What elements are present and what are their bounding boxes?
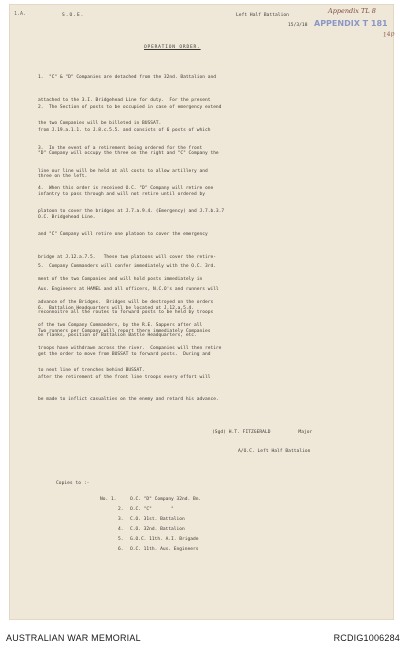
paragraph-line: and "C" Company will retire one platoon to cover the emergency	[38, 231, 208, 237]
paragraph-line: after the retirement of the front line troops every effort will	[38, 374, 211, 380]
copy-number: 6.	[118, 547, 124, 552]
paragraph-line: platoon to cover the bridges at J.7.a.9.4. (Emergency) and J.7.b.3.7	[38, 208, 225, 214]
paragraph-line: 1. "C" & "D" Companies are detached from the 32nd. Battalion and	[38, 75, 216, 81]
paragraph-line: 4. When this order is received O.C. "D" Company will retire one	[38, 186, 214, 192]
paragraph-line: on flanks, position of Battalion Battle Headquarters, etc.	[38, 332, 197, 338]
paragraph-line: attached to the 3.I. Bridgehead Line for duty. For the present	[38, 97, 211, 103]
paragraph-line: troops have withdrawn across the river. Companies will then retire	[38, 345, 222, 351]
copy-number: 3.	[118, 517, 124, 522]
paragraph-line: the two Companies will be billeted in BUSSAT.	[38, 120, 162, 126]
paragraph-line: bridge at J.12.a.7.5. These two platoons will cover the retire-	[38, 254, 216, 260]
paragraph-line: infantry to pass through and will not retire until ordered by	[38, 191, 205, 197]
paragraph-line: Aus. Engineers at HAMEL and all officers, N.C.O's and runners will	[38, 286, 219, 292]
appendix-stamp: APPENDIX T 181	[314, 19, 388, 28]
copy-recipient: C.O. 32nd. Battalion	[130, 527, 185, 532]
corner-mark: 1.A.	[14, 11, 27, 17]
copy-recipient: O.C. 11th. Aus. Engineers	[130, 547, 199, 552]
copy-entry	[100, 497, 116, 502]
document-title: OPERATION ORDER.	[144, 45, 201, 50]
paragraph-line: 5. Company Commanders will confer immediately with the O.C. 3rd.	[38, 264, 216, 270]
paragraph-line: 2. The Section of posts to be occupied in case of emergency extend	[38, 105, 222, 111]
paragraph-line: three on the left.	[38, 173, 88, 179]
copy-recipient: O.C. "D" Company 32nd. Bn.	[130, 497, 202, 502]
copy-number: 5.	[118, 537, 124, 542]
signature-title: A/O.C. Left Half Battalion	[238, 449, 311, 454]
paragraph-line: be made to inflict casualties on the enemy and retard his advance.	[38, 397, 219, 403]
order-date: 15/3/18	[288, 23, 308, 28]
corner-code: S.O.E.	[62, 13, 85, 18]
paragraph-line: get the order to move from BUSSAT to forward posts. During and	[38, 351, 211, 357]
paragraph-line: 3. In the event of a retirement being ordered for the front	[38, 146, 203, 152]
paragraph-line: O.C. Bridgehead Line.	[38, 214, 96, 220]
paragraph-6	[38, 290, 356, 412]
margin-note: 14p	[382, 30, 395, 39]
unit-heading: Left Half Battalion	[236, 13, 289, 18]
copy-recipient: O.C. "C" "	[130, 507, 174, 512]
paragraph-line: from J.19.a.1.1. to J.8.c.5.5. and consists of 6 posts of which	[38, 127, 211, 133]
paragraph-line: advance of the Bridges. Bridges will be destroyed on the orders	[38, 300, 214, 306]
paragraph-line: "D" Company will occupy the three on the right and "C" Company the	[38, 150, 219, 156]
paragraph-line: reconnoitre all the routes to forward posts to be held by troops	[38, 309, 214, 315]
paragraph-line: line our line will be held at all costs to allow artillery and	[38, 168, 208, 174]
paragraph-line: ment of the two Companies and will hold posts immediately in	[38, 277, 203, 283]
handwritten-reference: Appendix TL 8	[328, 7, 376, 15]
copy-number: No. 1.	[100, 497, 117, 502]
record-id: RCDIG1006284	[333, 633, 400, 643]
paragraph-line: to next line of trenches behind BUSSAT.	[38, 368, 145, 374]
copy-number: 2.	[118, 507, 124, 512]
copy-number: 4.	[118, 527, 124, 532]
paragraph-line: Two runners per Company will report there immediately Companies	[38, 328, 211, 334]
copy-recipient: G.O.C. 11th. A.I. Brigade	[130, 537, 199, 542]
signature-line: (Sgd) H.T. FITZGERALD Major	[212, 430, 313, 435]
archive-label: AUSTRALIAN WAR MEMORIAL	[6, 633, 141, 643]
paragraph-line: of the two Company Commanders, by the R.E. Sappers after all	[38, 322, 203, 328]
copy-recipient: C.O. 31st. Battalion	[130, 517, 185, 522]
copies-heading: Copies to :-	[56, 481, 90, 486]
paragraph-line: 6. Battalion Headquarters will be located at J.12.a.5.4.	[38, 306, 195, 312]
